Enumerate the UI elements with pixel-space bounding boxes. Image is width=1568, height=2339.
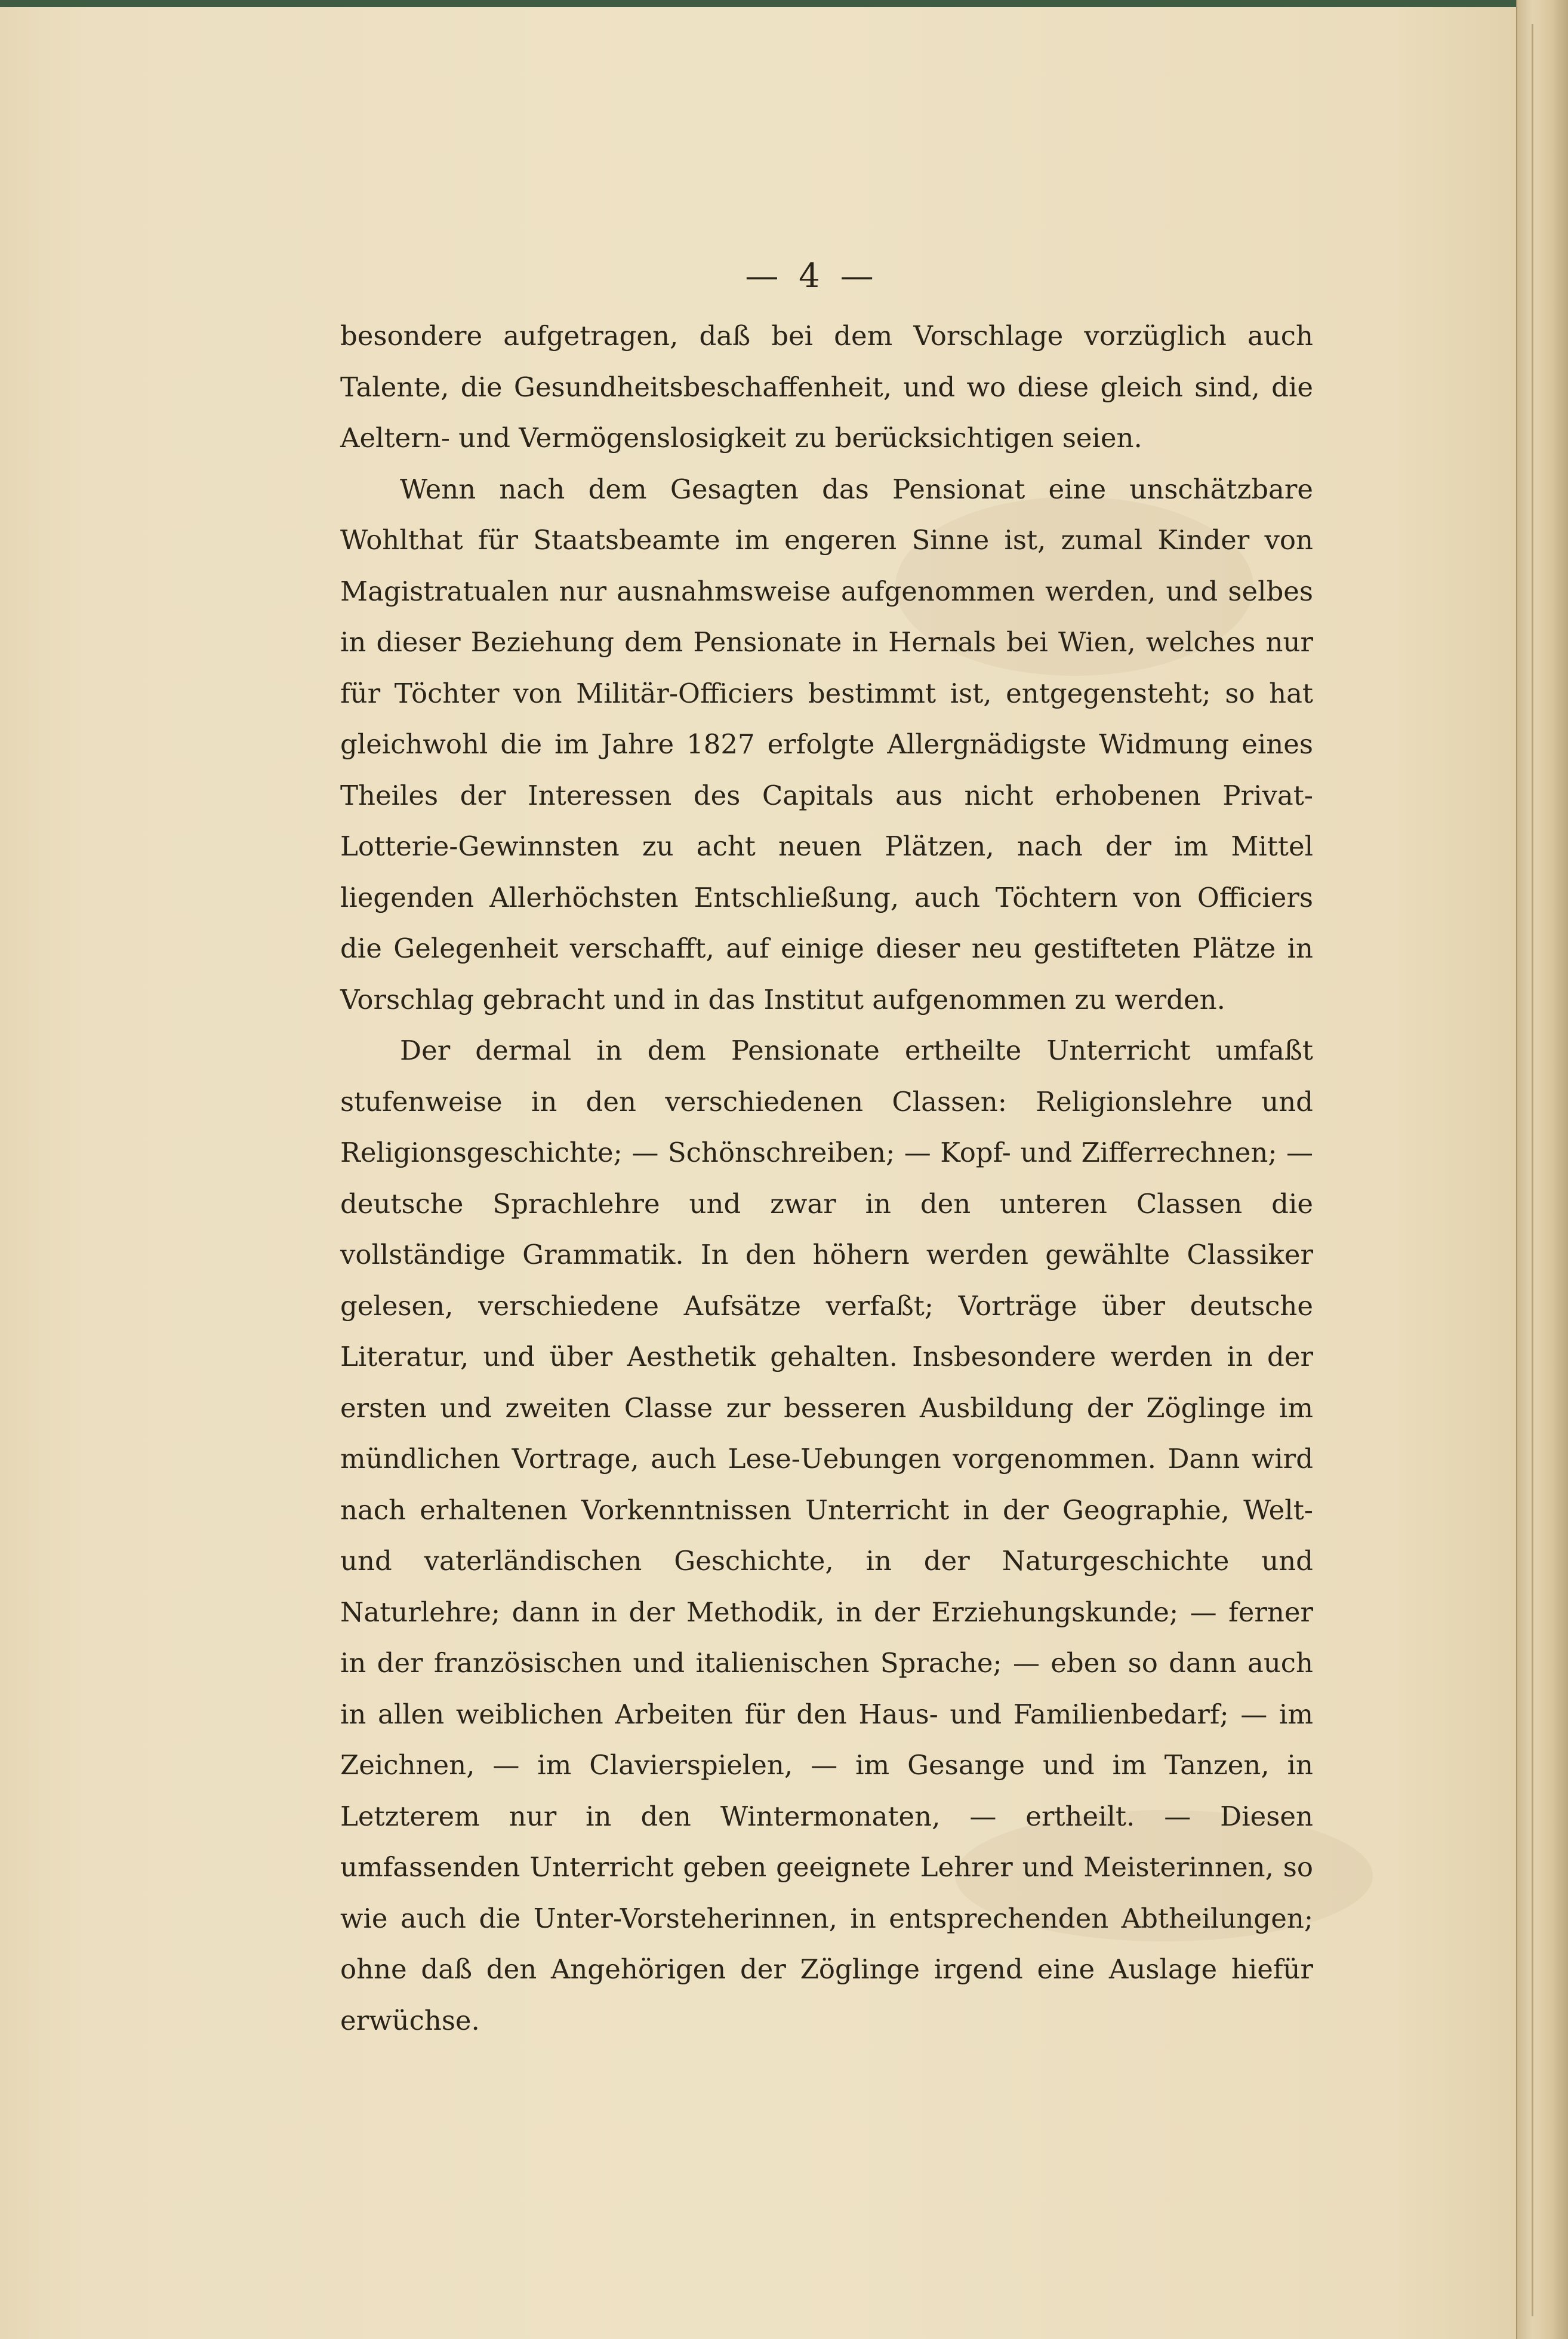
paragraph-3: Der dermal in dem Pensionate ertheilte Unterricht umfaßt stufenweise in den verschiedenen Classen: Religionslehre und Religionsgeschichte; — Schönschreiben; — Kopf- und Zifferrechnen; — deutsche Sprachlehre und zwar in den unteren Classen die vollständige Grammatik. In den höhern werden gewählte Classiker gelesen, verschiedene Aufsätze verfaßt; Vorträge über deutsche Literatur, und über Aesthetik gehalten. Insbesondere werden in der ersten und zweiten Classe zur besseren Ausbildung der Zöglinge im mündlichen Vortrage, auch Lese-Uebungen vorgenommen. Dann wird nach erhaltenen Vorkenntnissen Unterricht in der Geographie, Welt- und vaterländischen Geschichte, in der Naturgeschichte und Naturlehre; dann in der Methodik, in der Erziehungskunde; — ferner in der französischen und italienischen Sprache; — eben so dann auch in allen weiblichen Arbeiten für den Haus- und Familienbedarf; — im Zeichnen, — im Clavierspielen, — im Gesange und im Tanzen, in Letzterem nur in den Wintermonaten, — ertheilt. — Diesen umfassenden Unterricht geben geeignete Lehrer und Meisterinnen, so wie auch die Unter-Vorsteherinnen, in entsprechenden Abtheilungen; ohne daß den Angehörigen der Zöglinge irgend eine Auslage hiefür erwüchse. <box>340 1035 1313 2036</box>
page-fore-edge <box>1516 0 1568 2339</box>
page-edge-line <box>1532 24 1533 2316</box>
body-text <box>340 310 1313 2046</box>
paragraph-2: Wenn nach dem Gesagten das Pensionat eine unschätzbare Wohlthat für Staatsbeamte im engeren Sinne ist, zumal Kinder von Magistratualen nur ausnahmsweise aufgenommen werden, und selbes in dieser Beziehung dem Pensionate in Hernals bei Wien, welches nur für Töchter von Militär-Officiers bestimmt ist, entgegensteht; so hat gleichwohl die im Jahre 1827 erfolgte Allergnädigste Widmung eines Theiles der Interessen des Capitals aus nicht erhobenen Privat-Lotterie-Gewinnsten zu acht neuen Plätzen, nach der im Mittel liegenden Allerhöchsten Entschließung, auch Töchtern von Officiers die Gelegenheit verschafft, auf einige dieser neu gestifteten Plätze in Vorschlag gebracht und in das Institut aufgenommen zu werden. <box>340 473 1313 1015</box>
paragraph-1: besondere aufgetragen, daß bei dem Vorschlage vorzüglich auch Talente, die Gesundheitsbeschaffenheit, und wo diese gleich sind, die Aeltern- und Vermögenslosigkeit zu berücksichtigen seien. <box>340 320 1313 454</box>
page-number: — 4 — <box>745 257 879 296</box>
book-binding-edge <box>0 0 1568 7</box>
